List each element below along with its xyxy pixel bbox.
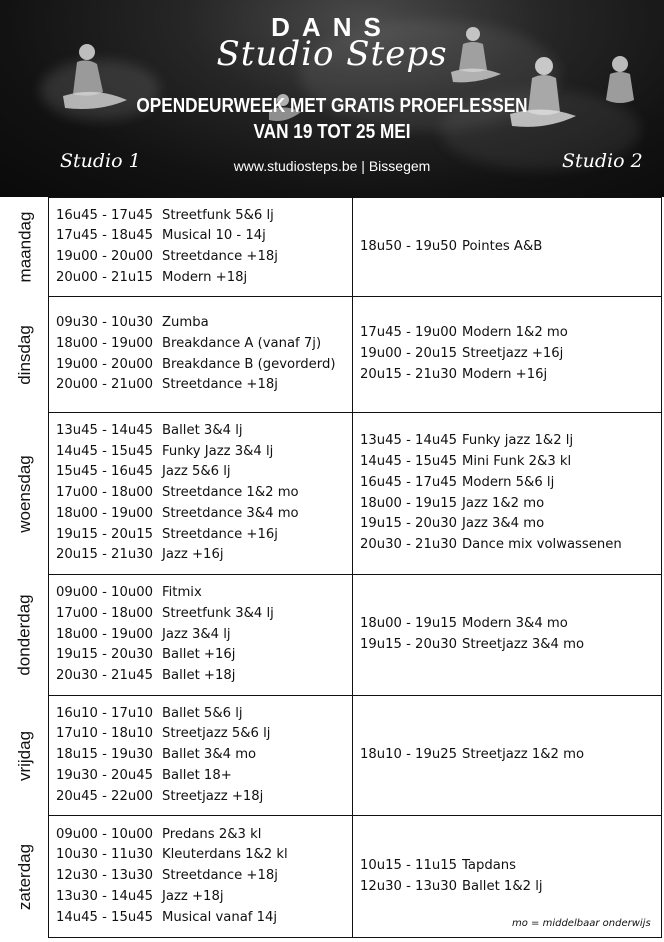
class-name: Modern 1&2 mo — [462, 325, 568, 341]
class-entry — [360, 635, 661, 656]
class-time: 18u00 - 19u00 — [56, 505, 153, 521]
class-time: 17u45 - 18u45 — [56, 228, 153, 244]
class-name: Streetjazz +16j — [462, 346, 564, 362]
class-name: Modern +16j — [462, 366, 548, 382]
class-time: 20u15 - 21u30 — [360, 366, 457, 382]
vrijdag-studio1-cell — [48, 695, 353, 816]
class-time: 12u30 - 13u30 — [360, 878, 457, 894]
class-name: Modern 5&6 lj — [462, 474, 555, 490]
day-name: zaterdag — [15, 843, 35, 910]
class-name: Funky jazz 1&2 lj — [462, 433, 574, 449]
footnote: mo = middelbaar onderwijs — [512, 918, 651, 929]
class-name: Jazz 5&6 lj — [162, 464, 231, 480]
maandag-studio1-cell — [48, 197, 353, 297]
zaterdag-studio1-cell — [48, 815, 353, 938]
class-name: Streetfunk 3&4 lj — [162, 605, 274, 621]
day-name: dinsdag — [15, 324, 34, 385]
woensdag-studio1-cell — [48, 412, 353, 575]
class-time: 17u00 - 18u00 — [56, 485, 153, 501]
class-name: Streetfunk 5&6 lj — [162, 207, 274, 223]
class-entry — [56, 908, 352, 929]
class-entry — [56, 604, 352, 625]
dinsdag-studio2-cell — [352, 296, 662, 413]
day-name: woensdag — [15, 454, 35, 533]
class-entry — [56, 704, 352, 725]
class-name: Jazz 1&2 mo — [462, 495, 545, 511]
day-label-woensdag — [3, 412, 47, 575]
class-name: Ballet +16j — [162, 647, 236, 663]
class-time: 16u45 - 17u45 — [56, 207, 153, 223]
class-time: 17u45 - 19u00 — [360, 325, 457, 341]
class-name: Modern +18j — [162, 269, 248, 285]
studio-1-label: Studio 1 — [60, 150, 141, 172]
class-name: Pointes A&B — [462, 238, 543, 254]
class-entry — [56, 442, 352, 463]
class-time: 19u00 - 20u00 — [56, 356, 153, 372]
day-name: maandag — [15, 211, 35, 283]
class-time: 20u15 - 21u30 — [56, 547, 153, 563]
class-name: Ballet +18j — [162, 668, 236, 684]
class-entry — [56, 625, 352, 646]
class-time: 18u00 - 19u15 — [360, 495, 457, 511]
class-entry — [360, 514, 661, 535]
class-time: 09u00 - 10u00 — [56, 826, 153, 842]
class-time: 14u45 - 15u45 — [360, 454, 457, 470]
dinsdag-studio1-cell — [48, 296, 353, 413]
class-name: Tapdans — [462, 857, 517, 873]
class-time: 10u30 - 11u30 — [56, 847, 153, 863]
woensdag-studio2-cell — [352, 412, 662, 575]
class-entry — [360, 473, 661, 494]
class-name: Ballet 3&4 lj — [162, 423, 243, 439]
class-entry — [56, 845, 352, 866]
day-label-zaterdag — [3, 815, 47, 938]
class-name: Kleuterdans 1&2 kl — [162, 847, 288, 863]
class-time: 18u10 - 19u25 — [360, 747, 457, 763]
class-name: Breakdance B (gevorderd) — [162, 356, 336, 372]
class-entry — [360, 344, 661, 365]
class-entry — [56, 355, 352, 376]
class-entry — [56, 766, 352, 787]
vrijdag-studio2-cell — [352, 695, 662, 816]
class-entry — [360, 452, 661, 473]
day-label-vrijdag — [3, 695, 47, 816]
class-name: Streetdance +18j — [162, 868, 278, 884]
day-label-maandag — [3, 197, 47, 297]
class-time: 20u30 - 21u45 — [56, 668, 153, 684]
class-name: Jazz 3&4 mo — [462, 516, 545, 532]
class-time: 10u15 - 11u15 — [360, 857, 457, 873]
day-name: vrijdag — [15, 730, 34, 781]
class-name: Funky Jazz 3&4 lj — [162, 443, 274, 459]
header-banner — [0, 0, 664, 197]
class-time: 14u45 - 15u45 — [56, 909, 153, 925]
class-entry — [56, 724, 352, 745]
class-name: Musical vanaf 14j — [162, 909, 278, 925]
class-name: Dance mix volwassenen — [462, 536, 622, 552]
class-name: Streetdance 1&2 mo — [162, 485, 299, 501]
class-time: 17u10 - 18u10 — [56, 726, 153, 742]
donderdag-studio1-cell — [48, 574, 353, 696]
class-entry — [56, 462, 352, 483]
class-time: 16u10 - 17u10 — [56, 705, 153, 721]
class-time: 16u45 - 17u45 — [360, 474, 457, 490]
brand-name: DANS — [271, 12, 393, 42]
class-entry — [56, 787, 352, 808]
class-time: 09u30 - 10u30 — [56, 315, 153, 331]
class-entry — [360, 745, 661, 766]
class-name: Jazz 3&4 lj — [162, 626, 231, 642]
class-time: 19u00 - 20u00 — [56, 249, 153, 264]
class-name: Streetdance +18j — [162, 377, 278, 393]
class-time: 17u00 - 18u00 — [56, 605, 153, 621]
class-entry — [56, 504, 352, 525]
class-name: Streetjazz +18j — [162, 788, 264, 804]
class-entry — [360, 323, 661, 344]
class-time: 20u45 - 22u00 — [56, 788, 153, 804]
class-name: Ballet 3&4 mo — [162, 747, 257, 763]
class-entry — [56, 247, 352, 268]
class-time: 19u15 - 20u15 — [56, 526, 153, 542]
studio-2-label: Studio 2 — [562, 150, 643, 172]
day-label-dinsdag — [3, 296, 47, 413]
class-entry — [360, 614, 661, 635]
class-entry — [56, 866, 352, 887]
class-time: 18u00 - 19u00 — [56, 626, 153, 642]
class-name: Ballet 1&2 lj — [462, 878, 543, 894]
class-time: 19u15 - 20u30 — [360, 637, 457, 652]
class-entry — [56, 666, 352, 687]
class-entry — [56, 334, 352, 355]
class-name: Streetjazz 3&4 mo — [462, 637, 585, 652]
class-entry — [360, 365, 661, 386]
day-name: donderdag — [15, 594, 34, 676]
class-entry — [360, 237, 661, 258]
class-name: Breakdance A (vanaf 7j) — [162, 335, 322, 351]
maandag-studio2-cell — [352, 197, 662, 297]
class-time: 18u50 - 19u50 — [360, 238, 457, 254]
class-entry — [56, 421, 352, 442]
class-entry — [360, 535, 661, 556]
class-time: 20u30 - 21u30 — [360, 536, 457, 552]
website-location: www.studiosteps.be | Bissegem — [233, 158, 431, 174]
class-time: 13u45 - 14u45 — [56, 423, 153, 439]
class-time: 15u45 - 16u45 — [56, 464, 153, 480]
class-name: Streetdance 3&4 mo — [162, 505, 299, 521]
class-entry — [56, 525, 352, 546]
class-entry — [56, 313, 352, 334]
class-name: Streetdance +18j — [162, 249, 278, 264]
class-name: Musical 10 - 14j — [162, 228, 266, 244]
day-label-donderdag — [3, 574, 47, 696]
class-name: Modern 3&4 mo — [462, 616, 568, 632]
donderdag-studio2-cell — [352, 574, 662, 696]
class-name: Ballet 5&6 lj — [162, 705, 243, 721]
class-time: 18u00 - 19u00 — [56, 335, 153, 351]
class-time: 20u00 - 21u15 — [56, 269, 153, 285]
class-time: 20u00 - 21u00 — [56, 377, 153, 393]
class-name: Jazz +18j — [162, 888, 224, 904]
class-time: 14u45 - 15u45 — [56, 443, 153, 459]
class-name: Jazz +16j — [162, 547, 224, 563]
class-time: 13u30 - 14u45 — [56, 888, 153, 904]
class-entry — [56, 206, 352, 227]
headline-dates: VAN 19 TOT 25 MEI — [253, 121, 411, 143]
class-name: Fitmix — [162, 585, 202, 601]
class-name: Ballet 18+ — [162, 767, 232, 783]
class-entry — [56, 745, 352, 766]
headline-open-week: OPENDEURWEEK MET GRATIS PROEFLESSEN — [136, 95, 528, 117]
class-time: 19u00 - 20u15 — [360, 346, 457, 362]
class-name: Streetjazz 5&6 lj — [162, 726, 271, 742]
class-entry — [56, 375, 352, 396]
class-entry — [56, 483, 352, 504]
class-name: Predans 2&3 kl — [162, 826, 262, 842]
class-entry — [56, 268, 352, 289]
class-time: 13u45 - 14u45 — [360, 433, 457, 449]
class-time: 19u15 - 20u30 — [56, 647, 153, 663]
class-time: 18u00 - 19u15 — [360, 616, 457, 632]
class-entry — [56, 645, 352, 666]
class-entry — [56, 825, 352, 846]
brand-logo-script: Studio Steps — [216, 34, 448, 74]
class-entry — [56, 887, 352, 908]
class-time: 18u15 - 19u30 — [56, 747, 153, 763]
class-name: Zumba — [162, 315, 209, 331]
class-name: Mini Funk 2&3 kl — [462, 454, 572, 470]
class-entry — [56, 226, 352, 247]
class-entry — [360, 494, 661, 515]
class-time: 19u30 - 20u45 — [56, 767, 153, 783]
class-entry — [56, 583, 352, 604]
class-entry — [360, 856, 661, 877]
class-time: 09u00 - 10u00 — [56, 585, 153, 601]
class-time: 19u15 - 20u30 — [360, 516, 457, 532]
class-time: 12u30 - 13u30 — [56, 868, 153, 884]
class-name: Streetdance +16j — [162, 526, 278, 542]
class-entry — [360, 877, 661, 898]
class-entry — [360, 431, 661, 452]
class-entry — [56, 545, 352, 566]
class-name: Streetjazz 1&2 mo — [462, 747, 585, 763]
